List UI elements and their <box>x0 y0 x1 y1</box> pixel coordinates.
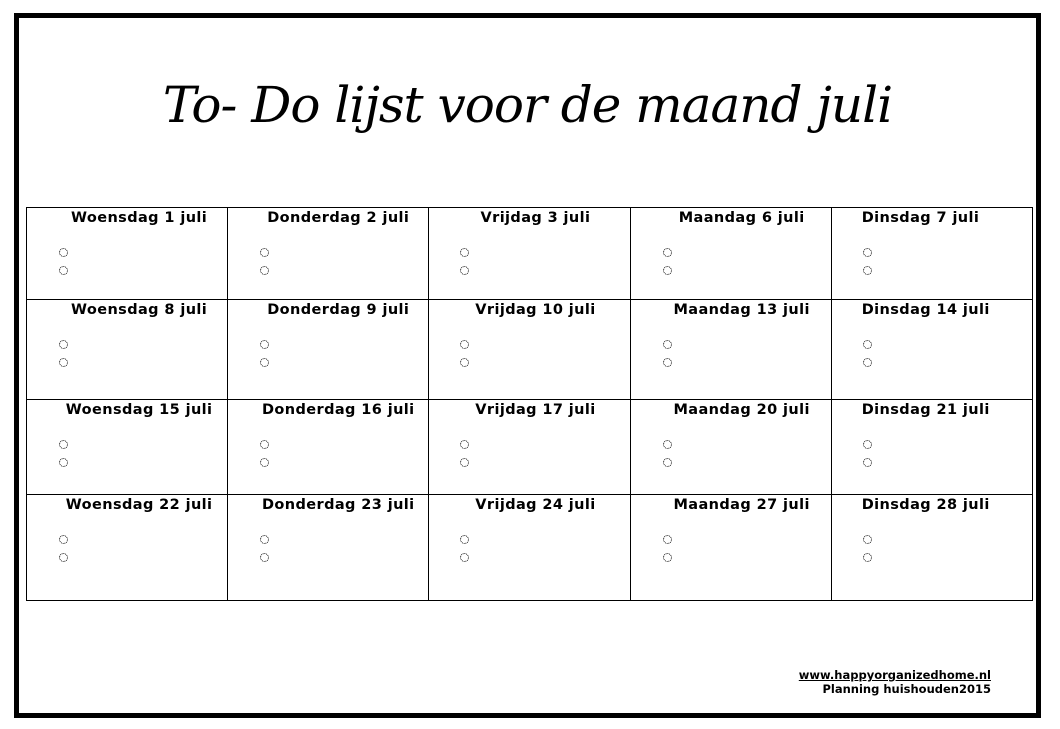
day-cell <box>429 300 630 400</box>
flower-bullet-icon <box>59 553 68 562</box>
task-item[interactable] <box>27 243 227 261</box>
day-label: Dinsdag 7 juli <box>861 210 980 226</box>
task-item[interactable] <box>27 261 227 279</box>
task-list <box>832 243 1032 279</box>
task-list <box>631 435 831 471</box>
day-cell <box>630 495 831 601</box>
task-item[interactable] <box>27 453 227 471</box>
flower-bullet-icon <box>460 248 469 257</box>
flower-bullet-icon <box>260 458 269 467</box>
task-item[interactable] <box>832 243 1032 261</box>
task-item[interactable] <box>832 435 1032 453</box>
page-title: To- Do lijst voor de maand juli <box>162 76 893 134</box>
flower-bullet-icon <box>663 340 672 349</box>
day-cell <box>27 400 228 495</box>
flower-bullet-icon <box>260 248 269 257</box>
flower-bullet-icon <box>59 440 68 449</box>
task-item[interactable] <box>429 353 629 371</box>
task-list <box>228 530 428 566</box>
task-item[interactable] <box>429 243 629 261</box>
task-item[interactable] <box>27 530 227 548</box>
flower-bullet-icon <box>863 553 872 562</box>
flower-bullet-icon <box>460 340 469 349</box>
flower-bullet-icon <box>863 358 872 367</box>
task-item[interactable] <box>832 453 1032 471</box>
task-item[interactable] <box>429 530 629 548</box>
task-item[interactable] <box>832 548 1032 566</box>
task-item[interactable] <box>228 335 428 353</box>
flower-bullet-icon <box>260 340 269 349</box>
task-list <box>631 243 831 279</box>
task-item[interactable] <box>228 261 428 279</box>
day-label: Donderdag 16 juli <box>262 402 415 418</box>
day-cell <box>831 300 1032 400</box>
flower-bullet-icon <box>460 440 469 449</box>
flower-bullet-icon <box>59 535 68 544</box>
task-list <box>429 435 629 471</box>
flower-bullet-icon <box>663 535 672 544</box>
flower-bullet-icon <box>663 440 672 449</box>
task-item[interactable] <box>631 261 831 279</box>
flower-bullet-icon <box>460 535 469 544</box>
flower-bullet-icon <box>460 358 469 367</box>
flower-bullet-icon <box>863 266 872 275</box>
footer <box>799 668 991 696</box>
flower-bullet-icon <box>663 458 672 467</box>
day-label: Woensdag 15 juli <box>65 402 213 418</box>
task-item[interactable] <box>27 353 227 371</box>
task-item[interactable] <box>631 548 831 566</box>
flower-bullet-icon <box>460 458 469 467</box>
day-label: Donderdag 2 juli <box>267 210 410 226</box>
task-item[interactable] <box>27 548 227 566</box>
task-item[interactable] <box>429 548 629 566</box>
task-item[interactable] <box>832 353 1032 371</box>
task-item[interactable] <box>429 335 629 353</box>
day-label: Donderdag 9 juli <box>267 302 410 318</box>
task-item[interactable] <box>429 261 629 279</box>
flower-bullet-icon <box>260 553 269 562</box>
task-list <box>228 243 428 279</box>
day-label: Maandag 27 juli <box>673 497 810 513</box>
flower-bullet-icon <box>260 440 269 449</box>
task-list <box>832 435 1032 471</box>
day-cell <box>630 400 831 495</box>
task-item[interactable] <box>27 435 227 453</box>
day-label: Maandag 6 juli <box>678 210 805 226</box>
day-cell <box>27 300 228 400</box>
task-item[interactable] <box>631 453 831 471</box>
day-cell <box>630 208 831 300</box>
todo-calendar <box>26 207 1033 601</box>
flower-bullet-icon <box>663 553 672 562</box>
day-cell <box>429 208 630 300</box>
day-label: Vrijdag 24 juli <box>475 497 596 513</box>
task-item[interactable] <box>228 530 428 548</box>
day-cell <box>429 400 630 495</box>
task-list <box>228 335 428 371</box>
day-label: Vrijdag 3 juli <box>480 210 591 226</box>
flower-bullet-icon <box>260 266 269 275</box>
day-label: Maandag 13 juli <box>673 302 810 318</box>
task-item[interactable] <box>228 353 428 371</box>
task-item[interactable] <box>429 435 629 453</box>
day-label: Dinsdag 21 juli <box>861 402 990 418</box>
week-row <box>27 400 1033 495</box>
day-cell <box>228 495 429 601</box>
flower-bullet-icon <box>460 553 469 562</box>
day-label: Woensdag 1 juli <box>70 210 208 226</box>
task-list <box>631 530 831 566</box>
day-cell <box>831 400 1032 495</box>
day-cell <box>429 495 630 601</box>
task-item[interactable] <box>228 243 428 261</box>
flower-bullet-icon <box>663 266 672 275</box>
flower-bullet-icon <box>863 440 872 449</box>
day-cell <box>831 495 1032 601</box>
day-label: Dinsdag 14 juli <box>861 302 990 318</box>
page-frame <box>14 13 1041 718</box>
day-label: Dinsdag 28 juli <box>861 497 990 513</box>
flower-bullet-icon <box>59 248 68 257</box>
task-item[interactable] <box>228 548 428 566</box>
task-list <box>832 335 1032 371</box>
website-link[interactable]: www.happyorganizedhome.nl <box>798 668 991 682</box>
flower-bullet-icon <box>59 458 68 467</box>
task-list <box>832 530 1032 566</box>
day-cell <box>228 300 429 400</box>
task-list <box>27 335 227 371</box>
flower-bullet-icon <box>863 248 872 257</box>
day-cell <box>228 208 429 300</box>
day-label: Vrijdag 10 juli <box>475 302 596 318</box>
day-label: Maandag 20 juli <box>673 402 810 418</box>
day-label: Woensdag 8 juli <box>70 302 208 318</box>
flower-bullet-icon <box>59 266 68 275</box>
flower-bullet-icon <box>59 340 68 349</box>
task-list <box>27 243 227 279</box>
week-row <box>27 208 1033 300</box>
footer-subtitle: Planning huishouden2015 <box>822 682 991 696</box>
task-item[interactable] <box>832 261 1032 279</box>
task-item[interactable] <box>631 335 831 353</box>
day-label: Donderdag 23 juli <box>262 497 415 513</box>
task-item[interactable] <box>228 453 428 471</box>
flower-bullet-icon <box>460 266 469 275</box>
day-cell <box>27 208 228 300</box>
flower-bullet-icon <box>663 248 672 257</box>
task-item[interactable] <box>832 335 1032 353</box>
flower-bullet-icon <box>863 340 872 349</box>
day-cell <box>831 208 1032 300</box>
week-row <box>27 495 1033 601</box>
day-label: Woensdag 22 juli <box>65 497 213 513</box>
task-item[interactable] <box>631 435 831 453</box>
task-item[interactable] <box>228 435 428 453</box>
task-item[interactable] <box>631 243 831 261</box>
day-cell <box>228 400 429 495</box>
task-list <box>27 530 227 566</box>
task-item[interactable] <box>631 530 831 548</box>
day-cell <box>27 495 228 601</box>
flower-bullet-icon <box>863 535 872 544</box>
task-item[interactable] <box>429 453 629 471</box>
task-item[interactable] <box>27 335 227 353</box>
task-list <box>429 530 629 566</box>
flower-bullet-icon <box>663 358 672 367</box>
flower-bullet-icon <box>59 358 68 367</box>
task-list <box>429 335 629 371</box>
flower-bullet-icon <box>863 458 872 467</box>
task-list <box>631 335 831 371</box>
task-list <box>429 243 629 279</box>
task-list <box>27 435 227 471</box>
task-item[interactable] <box>832 530 1032 548</box>
day-cell <box>630 300 831 400</box>
task-list <box>228 435 428 471</box>
week-row <box>27 300 1033 400</box>
flower-bullet-icon <box>260 358 269 367</box>
flower-bullet-icon <box>260 535 269 544</box>
day-label: Vrijdag 17 juli <box>475 402 596 418</box>
task-item[interactable] <box>631 353 831 371</box>
